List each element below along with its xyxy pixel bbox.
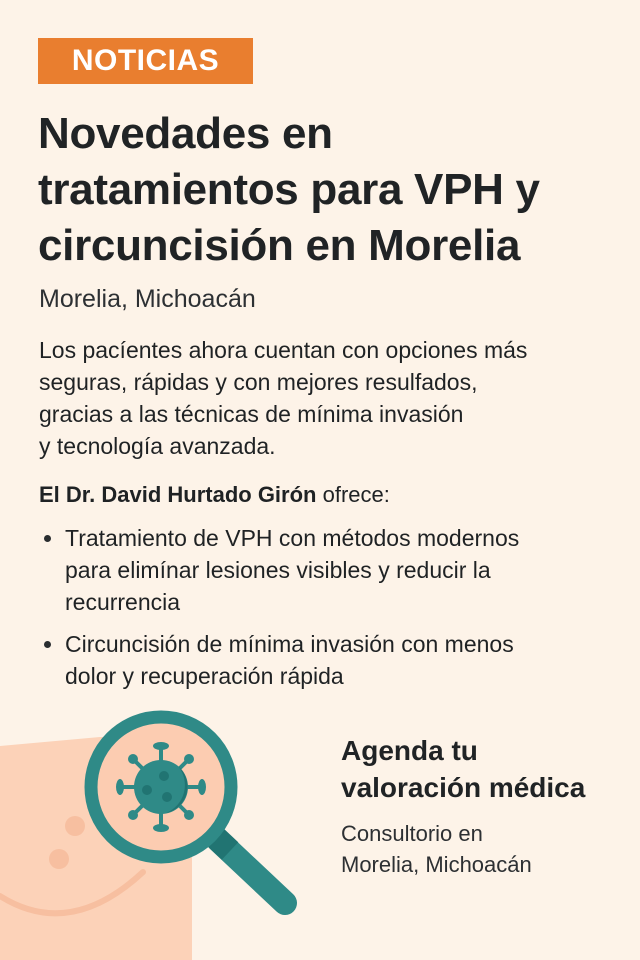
service-item [39,522,619,618]
virus-icon [116,742,206,832]
title-line: tratamientos para VPH y [38,165,540,214]
service-item [39,628,619,692]
intro-line: Los pacíentes ahora cuentan con opciones más [39,337,528,363]
cta-subtitle-line: Morelia, Michoacán [341,852,532,877]
intro-line: y tecnología avanzada. [39,433,276,459]
intro-line: gracias a las técnicas de mínima invasión [39,401,464,427]
intro-paragraph [39,334,629,462]
bullet-icon [44,535,51,542]
cta-subtitle-line: Consultorio en [341,821,483,846]
intro-line: seguras, rápidas y con mejores resulfados, [39,369,478,395]
cta-title-line: valoración médica [341,772,586,803]
cta-title-line: Agenda tu [341,735,478,766]
service-line: recurrencia [65,589,181,615]
title-line: circuncisión en Morelia [38,221,521,270]
appointment-cta [341,732,631,880]
title-line: Novedades en [38,109,333,158]
magnifier-virus-icon [0,700,320,960]
service-line: para elimínar lesiones visibles y reducir la [65,557,491,583]
services-list [39,522,619,702]
service-line: Tratamiento de VPH con métodos modernos [65,525,520,551]
cta-title [341,732,631,806]
news-badge: NOTICIAS [38,38,253,84]
location-subtitle: Morelia, Michoacán [39,285,256,313]
skin-spot [49,849,69,869]
offer-suffix: ofrece: [316,482,390,507]
page-title [38,106,628,274]
skin-spot [65,816,85,836]
bullet-icon [44,641,51,648]
service-line: Circuncisión de mínima invasión con menos [65,631,514,657]
doctor-name: El Dr. David Hurtado Girón [39,482,317,507]
service-line: dolor y recuperación rápida [65,663,344,689]
cta-subtitle [341,818,631,880]
offer-heading [39,479,390,511]
